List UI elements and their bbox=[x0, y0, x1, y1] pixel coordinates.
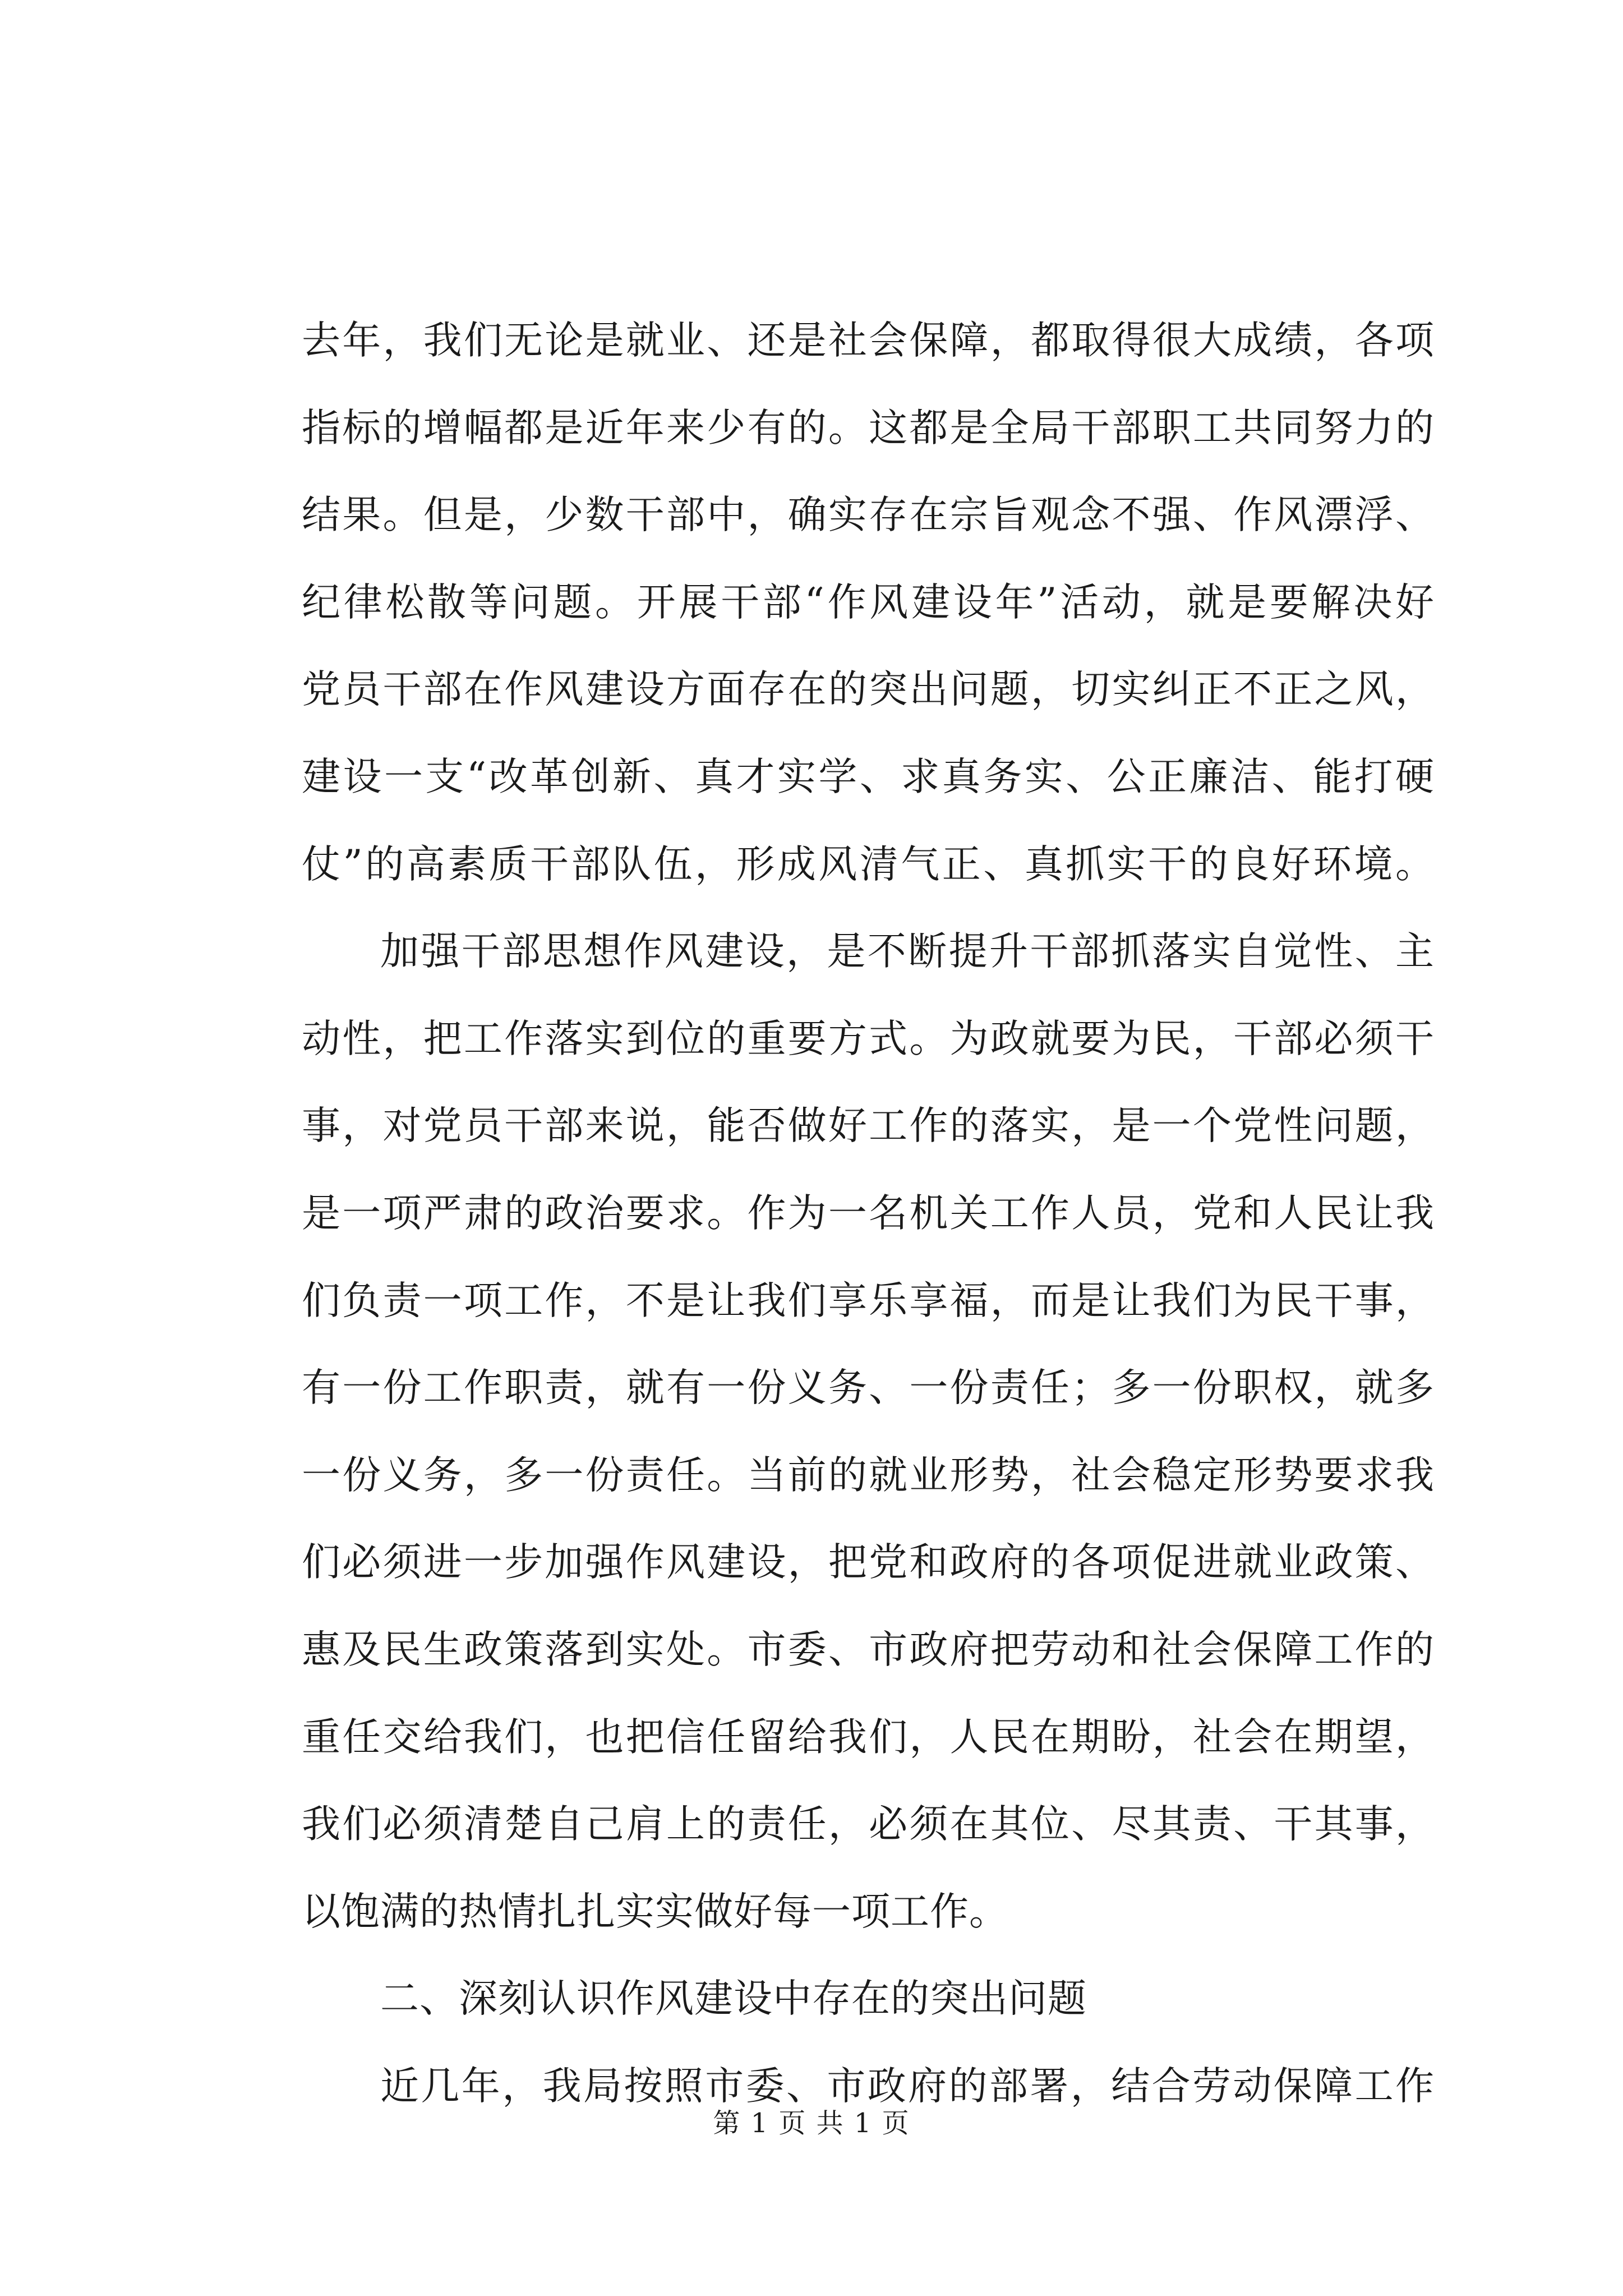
section-heading: 二、深刻认识作风建设中存在的突出问题 bbox=[380, 1976, 1087, 2022]
text-line: 指标的增幅都是近年来少有的。这都是全局干部职工共同努力的 bbox=[302, 405, 1435, 450]
text-line: 一份义务，多一份责任。当前的就业形势，社会稳定形势要求我 bbox=[302, 1452, 1435, 1498]
text-line: 以饱满的热情扎扎实实做好每一项工作。 bbox=[302, 1889, 1008, 1934]
text-line: 们必须进一步加强作风建设，把党和政府的各项促进就业政策、 bbox=[302, 1540, 1435, 1585]
text-line: 有一份工作职责，就有一份义务、一份责任；多一份职权，就多 bbox=[302, 1365, 1435, 1411]
body-text bbox=[302, 297, 1435, 2130]
text-line: 重任交给我们，也把信任留给我们，人民在期盼，社会在期望， bbox=[302, 1714, 1435, 1760]
text-line: 结果。但是，少数干部中，确实存在宗旨观念不强、作风漂浮、 bbox=[302, 493, 1435, 538]
text-line: 是一项严肃的政治要求。作为一名机关工作人员，党和人民让我 bbox=[302, 1190, 1435, 1236]
text-line: 建设一支“改革创新、真才实学、求真务实、公正廉洁、能打硬 bbox=[302, 754, 1435, 799]
text-line: 加强干部思想作风建设，是不断提升干部抓落实自觉性、主 bbox=[380, 929, 1435, 974]
text-line: 近几年，我局按照市委、市政府的部署，结合劳动保障工作 bbox=[380, 2063, 1435, 2109]
text-line: 纪律松散等问题。开展干部“作风建设年”活动，就是要解决好 bbox=[302, 579, 1435, 625]
text-line: 动性，把工作落实到位的重要方式。为政就要为民，干部必须干 bbox=[302, 1016, 1435, 1061]
text-line: 去年，我们无论是就业、还是社会保障，都取得很大成绩，各项 bbox=[302, 318, 1435, 363]
text-line: 事，对党员干部来说，能否做好工作的落实，是一个党性问题， bbox=[302, 1103, 1435, 1149]
text-line: 仗”的高素质干部队伍，形成风清气正、真抓实干的良好环境。 bbox=[302, 841, 1435, 887]
text-line: 我们必须清楚自己肩上的责任，必须在其位、尽其责、干其事， bbox=[302, 1802, 1435, 1847]
text-line: 们负责一项工作，不是让我们享乐享福，而是让我们为民干事， bbox=[302, 1278, 1435, 1323]
text-line: 惠及民生政策落到实处。市委、市政府把劳动和社会保障工作的 bbox=[302, 1627, 1435, 1672]
text-line: 党员干部在作风建设方面存在的突出问题，切实纠正不正之风， bbox=[302, 667, 1435, 712]
page-footer: 第 1 页 共 1 页 bbox=[713, 2108, 910, 2139]
